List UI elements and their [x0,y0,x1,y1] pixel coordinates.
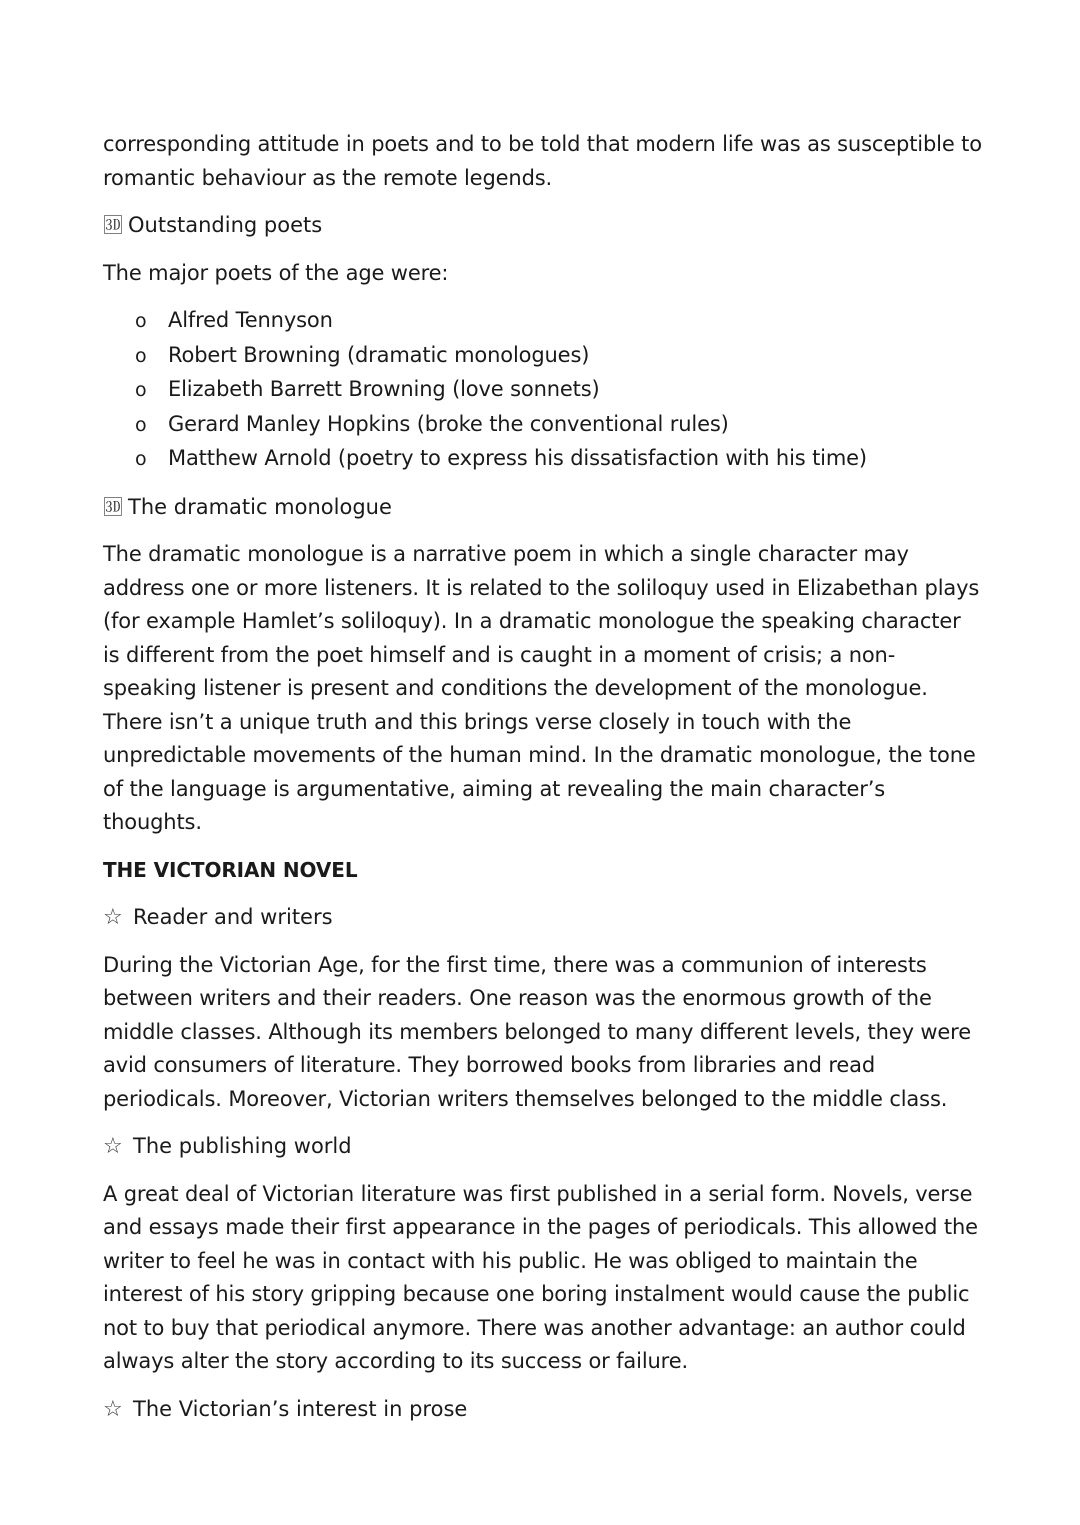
bullet-marker: o [135,379,147,401]
reader-and-writers-paragraph: During the Victorian Age, for the first time, there was a communion of interests between writers and their readers. One reason was the enormous growth of the middle classes. Although its members belonged to many different levels, they were avid consumers of literature. They borrowed books from libraries and read periodicals. Moreover, Victorian writers themselves belonged to the middle class. [103,952,971,1111]
bullet-marker: o [135,448,147,470]
poets-list [103,304,983,477]
list-item-text: Gerard Manley Hopkins (broke the conventional rules) [168,411,729,436]
bullet-marker: o [135,413,147,436]
scroll-curl-icon: 🆛 [103,213,123,237]
section-heading-outstanding-poets [103,209,983,243]
list-item [135,373,983,408]
section-heading-label: Reader and writers [133,905,333,929]
victorian-novel-title: THE VICTORIAN NOVEL [103,857,358,882]
publishing-world-paragraph: A great deal of Victorian literature was first published in a serial form. Novels, verse and essays made their first appearance in the pages of periodicals. This allowed the writer to feel he was in contact with his public. He was obliged to maintain the interest of his story gripping because one boring instalment would cause the public not to buy that periodical anymore. There was another advantage: an author could always alter the story according to its success or failure. [103,1181,978,1373]
section-heading-interest-in-prose [103,1393,983,1427]
list-item [135,304,983,339]
bullet-marker: o [135,344,147,367]
list-item-text: Matthew Arnold (poetry to express his dissatisfaction with his time) [168,446,867,470]
star-outline-icon: ☆ [103,1396,123,1422]
bullet-marker: o [135,310,147,332]
section-heading-dramatic-monologue [103,491,983,525]
document-page [103,128,983,1440]
star-outline-icon: ☆ [103,1134,123,1159]
dramatic-monologue-paragraph: The dramatic monologue is a narrative poem in which a single character may address one or more listeners. It is related to the soliloquy used in Elizabethan plays (for example Hamlet’s soliloquy). In a dramatic monologue the speaking character is different from the poet himself and is caught in a moment of crisis; a non-speaking listener is present and conditions the development of the monologue. There isn’t a unique truth and this brings verse closely in touch with the unpredictable movements of the human mind. In the dramatic monologue, the tone of the language is argumentative, aiming at revealing the main character’s thoughts. [103,542,980,834]
section-heading-label: The Victorian’s interest in prose [133,1396,468,1421]
list-item [135,442,983,477]
list-item-text: Robert Browning (dramatic monologues) [168,342,590,367]
scroll-curl-icon: 🆛 [103,494,123,519]
section-heading-reader-and-writers [103,901,983,935]
star-outline-icon: ☆ [103,905,123,930]
section-heading-publishing-world [103,1130,983,1164]
section-heading-label: The publishing world [133,1134,352,1158]
poets-intro: The major poets of the age were: [103,260,449,285]
list-item-text: Elizabeth Barrett Browning (love sonnets) [168,377,600,401]
intro-paragraph: corresponding attitude in poets and to be told that modern life was as susceptible to romantic behaviour as the remote legends. [103,132,982,190]
section-heading-label: The dramatic monologue [128,494,392,519]
list-item [135,408,983,443]
section-heading-label: Outstanding poets [128,213,323,237]
list-item-text: Alfred Tennyson [168,308,333,332]
list-item [135,339,983,374]
